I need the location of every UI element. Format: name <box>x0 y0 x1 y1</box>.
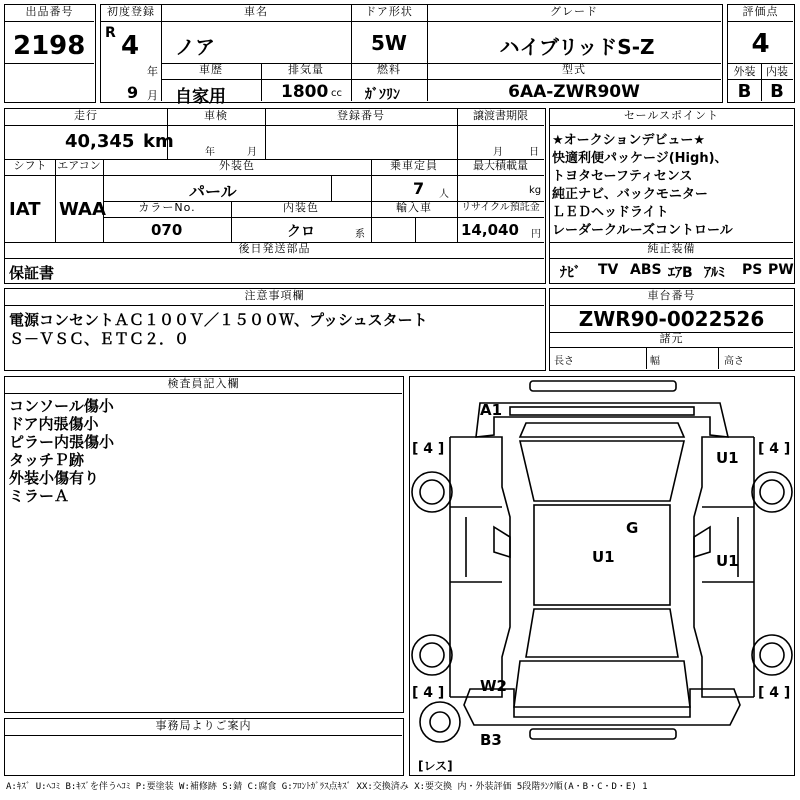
recycle-unit: 円 <box>531 229 541 240</box>
equipment-header: 純正装備 <box>647 242 696 255</box>
equipment-item: PS <box>742 262 763 278</box>
mileage-value: 40,345 <box>65 131 135 152</box>
tire-rear-right: [ 4 ] <box>758 685 791 701</box>
car-name-value: ノア <box>175 35 215 59</box>
inspection-year-unit: 年 <box>205 147 215 158</box>
import-header: 輸入車 <box>396 201 432 214</box>
color-no-value: 070 <box>151 221 183 239</box>
damage-mark-U1-front-right: U1 <box>716 449 739 467</box>
capacity-unit: 人 <box>439 189 449 200</box>
transfer-day-unit: 日 <box>529 147 539 158</box>
model-value: 6AA-ZWR90W <box>508 82 640 102</box>
notes-line-2: Ｓ－ＶＳＣ、ＥＴＣ２．０ <box>9 330 190 348</box>
ext-score-value: B <box>737 81 752 102</box>
spec-length: 長さ <box>554 356 574 367</box>
registration-header: 登録番号 <box>337 109 385 122</box>
inspector-line: 外装小傷有り <box>9 469 100 487</box>
detail-box <box>4 108 546 284</box>
equipment-item: TV <box>598 262 619 278</box>
grade-value: ハイブリッドS-Z <box>499 35 655 59</box>
color-no-header: カラーNo. <box>138 201 196 214</box>
equipment-item: PW <box>768 262 794 278</box>
inspection-month-unit: 月 <box>247 147 257 158</box>
model-header: 型式 <box>562 63 586 76</box>
chassis-box <box>549 288 795 371</box>
inspector-line: ミラーＡ <box>9 487 70 505</box>
damage-mark-U1-roof: U1 <box>592 548 615 566</box>
first-reg-year-unit: 年 <box>147 65 158 78</box>
tire-fl-value: 4 <box>423 441 434 457</box>
equipment-item: ｱﾙﾐ <box>704 265 725 281</box>
sales-points-header: セールスポイント <box>623 109 719 122</box>
tire-rear-left: [ 4 ] <box>412 685 445 701</box>
notes-box <box>4 288 546 371</box>
int-score-header: 内装 <box>766 65 788 78</box>
sales-point-4: 純正ナビ、バックモニター <box>552 187 708 202</box>
spare-tire-value: レス <box>423 759 448 773</box>
grade-header: グレード <box>550 5 598 18</box>
door-value: 5W <box>371 31 407 55</box>
sales-point-6: レーダークルーズコントロール <box>552 223 733 238</box>
car-diagram-box <box>409 376 795 776</box>
lot-number: 2198 <box>13 31 86 61</box>
top-info-box <box>100 4 723 107</box>
tire-rl-value: 4 <box>423 685 434 701</box>
inspector-line: ピラー内張傷小 <box>9 433 115 451</box>
int-color-unit: 系 <box>355 229 365 240</box>
damage-mark-G: G <box>626 519 639 537</box>
first-reg-month-unit: 月 <box>147 89 158 102</box>
score-value: 4 <box>751 29 770 59</box>
first-reg-year: 4 <box>121 31 140 61</box>
displacement-header: 排気量 <box>288 63 324 76</box>
score-box <box>727 4 795 103</box>
inspection-header: 車検 <box>204 109 228 122</box>
inspector-line: ドア内張傷小 <box>9 415 99 433</box>
spare-tire: [レス] <box>418 759 453 773</box>
max-load-unit: kg <box>529 185 542 196</box>
chassis-header: 車台番号 <box>647 289 696 302</box>
equipment-item: ｴｱB <box>668 265 693 281</box>
int-color-header: 内装色 <box>283 201 319 214</box>
equipment-item: ABS <box>630 262 662 278</box>
tire-fr-value: 4 <box>769 441 780 457</box>
transfer-header: 譲渡書期限 <box>473 109 528 122</box>
fuel-value: ｶﾞｿﾘﾝ <box>365 87 400 103</box>
door-header: ドア形状 <box>365 5 413 18</box>
tire-front-right: [ 4 ] <box>758 441 791 457</box>
chassis-value: ZWR90-0022526 <box>578 307 765 331</box>
lot-header: 出品番号 <box>25 5 74 18</box>
first-reg-era: R <box>105 25 116 41</box>
capacity-header: 乗車定員 <box>390 159 438 172</box>
sales-point-2: 快適利便パッケージ(High)、 <box>552 151 728 166</box>
ext-color-header: 外装色 <box>219 159 255 172</box>
tire-rr-value: 4 <box>769 685 780 701</box>
inspector-line: コンソール傷小 <box>9 397 114 415</box>
shift-value: IAT <box>9 199 41 220</box>
history-header: 車歴 <box>199 63 223 76</box>
equipment-item: ﾅﾋﾞ <box>560 265 581 281</box>
first-reg-header: 初度登録 <box>107 5 155 18</box>
spec-width: 幅 <box>650 356 660 367</box>
car-name-header: 車名 <box>244 5 268 18</box>
mileage-header: 走行 <box>74 109 98 122</box>
recycle-header: リサイクル預託金 <box>461 202 540 213</box>
max-load-header: 最大積載量 <box>473 159 528 172</box>
office-header: 事務局よりご案内 <box>155 719 252 732</box>
damage-mark-A1: A1 <box>480 401 503 419</box>
inspector-header: 検査員記入欄 <box>167 377 240 390</box>
shift-header: シフト <box>13 159 47 172</box>
transfer-month-unit: 月 <box>493 147 503 158</box>
fuel-header: 燃料 <box>377 63 401 76</box>
later-parts-value: 保証書 <box>9 264 55 282</box>
specs-header: 諸元 <box>659 332 684 345</box>
capacity-value: 7 <box>413 179 425 198</box>
spec-height: 高さ <box>724 356 744 367</box>
int-color-value: クロ <box>287 224 315 240</box>
aircon-header: エアコン <box>57 159 101 172</box>
history-value: 自家用 <box>175 87 226 107</box>
tire-front-left: [ 4 ] <box>412 441 445 457</box>
lot-box <box>4 4 96 103</box>
sales-points-box <box>549 108 795 284</box>
office-box <box>4 718 404 776</box>
later-parts-header: 後日発送部品 <box>238 242 311 255</box>
score-header: 評価点 <box>742 5 779 18</box>
sales-point-5: ＬＥＤヘッドライト <box>552 205 669 220</box>
ext-score-header: 外装 <box>733 65 756 78</box>
aircon-value: WAA <box>59 199 106 220</box>
inspector-box <box>4 376 404 713</box>
mileage-unit: km <box>143 131 174 152</box>
sales-point-3: トヨタセーフティセンス <box>552 169 693 184</box>
recycle-value: 14,040 <box>461 221 519 239</box>
displacement-value: 1800 <box>281 82 329 102</box>
int-score-value: B <box>770 81 784 102</box>
legend: A:ｷｽﾞ U:ﾍｺﾐ B:ｷｽﾞを伴うﾍｺﾐ P:要塗装 W:補修跡 S:錆 C:腐食 G:ﾌﾛﾝﾄｶﾞﾗｽ点ｷｽﾞ XX:交換済み X:要交換 内・外装評価 5段階ﾗﾝｸ順(A・B・C・D・E) 1 <box>6 782 648 792</box>
inspector-line: タッチＰ跡 <box>9 451 85 469</box>
damage-mark-U1-right: U1 <box>716 552 739 570</box>
first-reg-month: 9 <box>127 83 139 102</box>
car-diagram <box>410 377 793 774</box>
displacement-unit: cc <box>331 88 342 99</box>
notes-header: 注意事項欄 <box>244 289 305 302</box>
damage-mark-W2: W2 <box>480 677 507 695</box>
notes-line-1: 電源コンセントＡＣ１００Ｖ／１５００Ｗ、プッシュスタート <box>9 311 428 329</box>
damage-mark-B3: B3 <box>480 731 502 749</box>
ext-color-value: パール <box>189 182 237 201</box>
sales-point-1: ★オークションデビュー★ <box>552 133 706 148</box>
